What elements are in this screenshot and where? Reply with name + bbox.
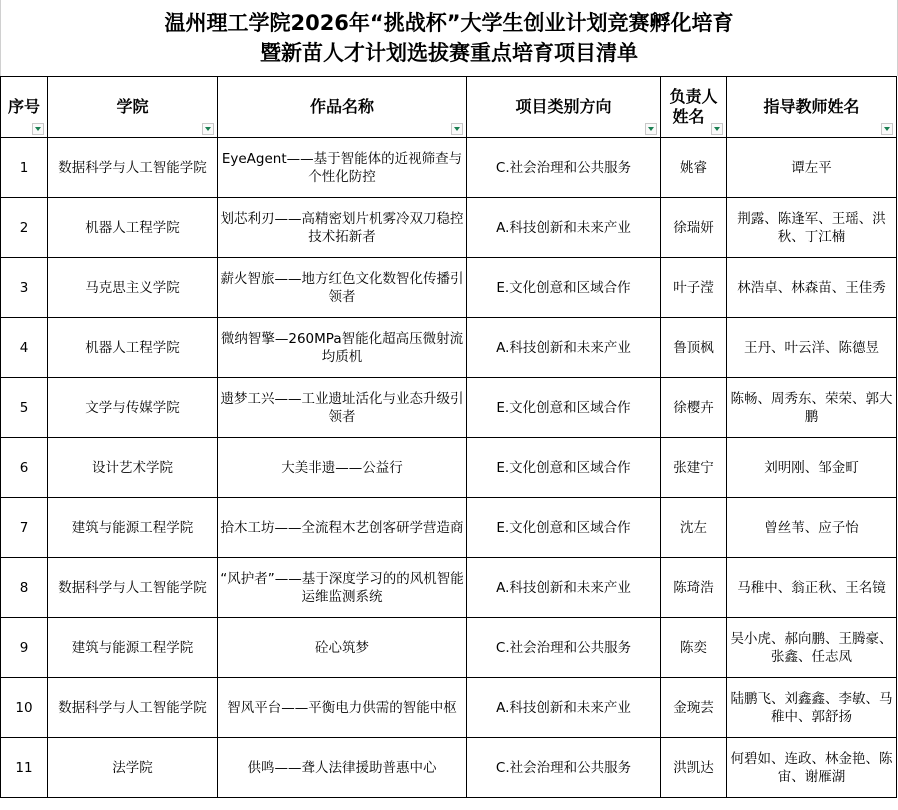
cell-no[interactable]: 10 xyxy=(1,678,48,738)
header-college xyxy=(48,77,218,138)
cell-college[interactable]: 机器人工程学院 xyxy=(48,318,218,378)
header-label: 学院 xyxy=(116,97,149,116)
document-title xyxy=(0,0,898,76)
cell-leader[interactable]: 沈左 xyxy=(661,498,727,558)
cell-no[interactable]: 6 xyxy=(1,438,48,498)
filter-button-no[interactable] xyxy=(32,123,44,135)
cell-no[interactable]: 9 xyxy=(1,618,48,678)
dropdown-filter-icon xyxy=(454,127,460,131)
cell-no[interactable]: 5 xyxy=(1,378,48,438)
cell-no[interactable]: 3 xyxy=(1,258,48,318)
cell-leader[interactable]: 徐瑞妍 xyxy=(661,198,727,258)
filter-button-college[interactable] xyxy=(202,123,214,135)
title-line-1: 温州理工学院2026年“挑战杯”大学生创业计划竞赛孵化培育 xyxy=(164,11,734,35)
cell-leader[interactable]: 陈琦浩 xyxy=(661,558,727,618)
header-row xyxy=(1,77,897,138)
cell-college[interactable]: 法学院 xyxy=(48,738,218,798)
cell-no[interactable]: 1 xyxy=(1,138,48,198)
header-label: 指导教师姓名 xyxy=(763,97,860,116)
cell-no[interactable]: 7 xyxy=(1,498,48,558)
cell-category[interactable]: A.科技创新和未来产业 xyxy=(467,558,661,618)
cell-project[interactable]: 供鸣——聋人法律援助普惠中心 xyxy=(218,738,467,798)
cell-leader[interactable]: 金琬芸 xyxy=(661,678,727,738)
filter-button-project[interactable] xyxy=(451,123,463,135)
cell-college[interactable]: 建筑与能源工程学院 xyxy=(48,498,218,558)
cell-project[interactable]: 拾木工坊——全流程木艺创客研学营造商 xyxy=(218,498,467,558)
cell-leader[interactable]: 张建宁 xyxy=(661,438,727,498)
cell-no[interactable]: 11 xyxy=(1,738,48,798)
table-row xyxy=(1,258,897,318)
cell-advisors[interactable]: 陈畅、周秀东、荣荣、郭大鹏 xyxy=(727,378,897,438)
cell-project[interactable]: EyeAgent——基于智能体的近视筛查与个性化防控 xyxy=(218,138,467,198)
cell-advisors[interactable]: 王丹、叶云洋、陈德昱 xyxy=(727,318,897,378)
cell-category[interactable]: C.社会治理和公共服务 xyxy=(467,738,661,798)
cell-leader[interactable]: 徐樱卉 xyxy=(661,378,727,438)
cell-advisors[interactable]: 刘明刚、邹金町 xyxy=(727,438,897,498)
cell-advisors[interactable]: 荆露、陈逢军、王瑶、洪秋、丁江楠 xyxy=(727,198,897,258)
cell-advisors[interactable]: 谭左平 xyxy=(727,138,897,198)
dropdown-filter-icon xyxy=(714,127,720,131)
table-row xyxy=(1,438,897,498)
cell-project[interactable]: 薪火智旅——地方红色文化数智化传播引领者 xyxy=(218,258,467,318)
table-row xyxy=(1,618,897,678)
filter-button-category[interactable] xyxy=(645,123,657,135)
cell-college[interactable]: 数据科学与人工智能学院 xyxy=(48,138,218,198)
filter-button-leader[interactable] xyxy=(711,123,723,135)
dropdown-filter-icon xyxy=(884,127,890,131)
table-row xyxy=(1,378,897,438)
cell-college[interactable]: 建筑与能源工程学院 xyxy=(48,618,218,678)
cell-category[interactable]: A.科技创新和未来产业 xyxy=(467,678,661,738)
cell-project[interactable]: 微纳智擎—260MPa智能化超高压微射流均质机 xyxy=(218,318,467,378)
cell-category[interactable]: E.文化创意和区域合作 xyxy=(467,378,661,438)
cell-category[interactable]: A.科技创新和未来产业 xyxy=(467,318,661,378)
cell-project[interactable]: 遗梦工兴——工业遗址活化与业态升级引领者 xyxy=(218,378,467,438)
dropdown-filter-icon xyxy=(648,127,654,131)
header-no xyxy=(1,77,48,138)
header-leader xyxy=(661,77,727,138)
cell-advisors[interactable]: 吴小虎、郝向鹏、王腾豪、张鑫、任志凤 xyxy=(727,618,897,678)
table-row xyxy=(1,318,897,378)
header-label: 作品名称 xyxy=(309,97,374,116)
cell-leader[interactable]: 叶子滢 xyxy=(661,258,727,318)
table-row xyxy=(1,138,897,198)
dropdown-filter-icon xyxy=(205,127,211,131)
cell-category[interactable]: C.社会治理和公共服务 xyxy=(467,138,661,198)
cell-category[interactable]: E.文化创意和区域合作 xyxy=(467,258,661,318)
cell-category[interactable]: E.文化创意和区域合作 xyxy=(467,498,661,558)
table-row xyxy=(1,558,897,618)
header-label: 姓名 xyxy=(672,107,705,126)
table-row xyxy=(1,678,897,738)
cell-college[interactable]: 马克思主义学院 xyxy=(48,258,218,318)
cell-no[interactable]: 8 xyxy=(1,558,48,618)
cell-advisors[interactable]: 曾丝苇、应子怡 xyxy=(727,498,897,558)
cell-category[interactable]: A.科技创新和未来产业 xyxy=(467,198,661,258)
cell-college[interactable]: 机器人工程学院 xyxy=(48,198,218,258)
cell-college[interactable]: 设计艺术学院 xyxy=(48,438,218,498)
cell-project[interactable]: 大美非遗——公益行 xyxy=(218,438,467,498)
header-label: 项目类别方向 xyxy=(515,97,612,116)
header-advisors xyxy=(727,77,897,138)
header-project xyxy=(218,77,467,138)
header-label: 序号 xyxy=(7,97,40,116)
table-row xyxy=(1,198,897,258)
cell-project[interactable]: “风护者”——基于深度学习的的风机智能运维监测系统 xyxy=(218,558,467,618)
cell-leader[interactable]: 姚睿 xyxy=(661,138,727,198)
cell-advisors[interactable]: 陆鹏飞、刘鑫鑫、李敏、马稚中、郭舒扬 xyxy=(727,678,897,738)
cell-advisors[interactable]: 马稚中、翁正秋、王名镜 xyxy=(727,558,897,618)
cell-category[interactable]: E.文化创意和区域合作 xyxy=(467,438,661,498)
cell-college[interactable]: 数据科学与人工智能学院 xyxy=(48,558,218,618)
header-category xyxy=(467,77,661,138)
cell-college[interactable]: 数据科学与人工智能学院 xyxy=(48,678,218,738)
cell-category[interactable]: C.社会治理和公共服务 xyxy=(467,618,661,678)
cell-no[interactable]: 4 xyxy=(1,318,48,378)
cell-no[interactable]: 2 xyxy=(1,198,48,258)
cell-leader[interactable]: 洪凯达 xyxy=(661,738,727,798)
cell-project[interactable]: 划芯利刃——高精密划片机雾冷双刀稳控技术拓新者 xyxy=(218,198,467,258)
dropdown-filter-icon xyxy=(35,127,41,131)
title-line-2: 暨新苗人才计划选拔赛重点培育项目清单 xyxy=(260,41,638,65)
table-row xyxy=(1,738,897,798)
cell-college[interactable]: 文学与传媒学院 xyxy=(48,378,218,438)
cell-leader[interactable]: 鲁顶枫 xyxy=(661,318,727,378)
cell-leader[interactable]: 陈奕 xyxy=(661,618,727,678)
cell-advisors[interactable]: 林浩卓、林森苗、王佳秀 xyxy=(727,258,897,318)
cell-advisors[interactable]: 何碧如、连政、林金艳、陈宙、谢雁湖 xyxy=(727,738,897,798)
filter-button-advisors[interactable] xyxy=(881,123,893,135)
cell-project[interactable]: 砼心筑梦 xyxy=(218,618,467,678)
table-row xyxy=(1,498,897,558)
project-table xyxy=(0,76,897,798)
header-label: 负责人 xyxy=(669,87,718,106)
cell-project[interactable]: 智风平台——平衡电力供需的智能中枢 xyxy=(218,678,467,738)
